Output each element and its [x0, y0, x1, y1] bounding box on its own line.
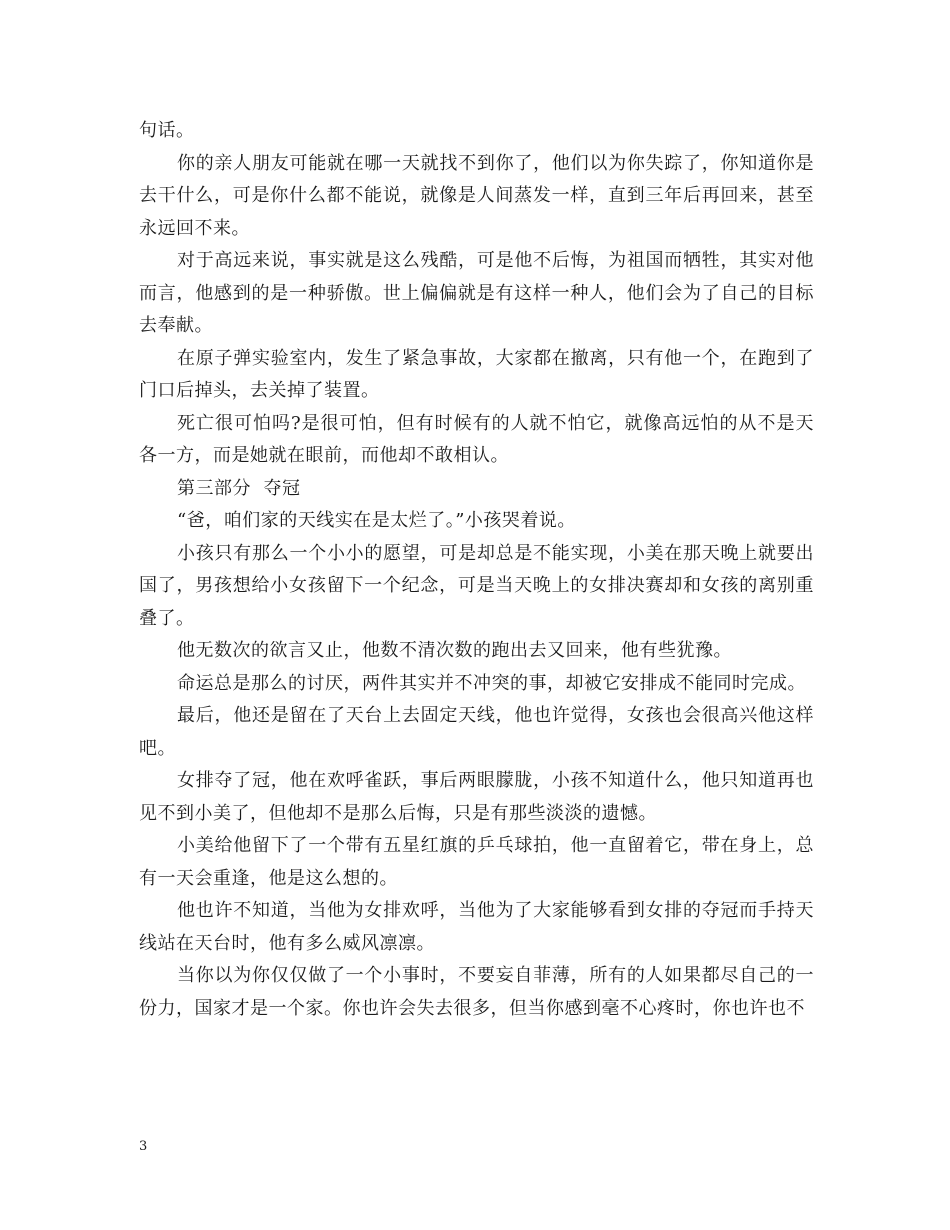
paragraph: 他也许不知道，当他为女排欢呼，当他为了大家能够看到女排的夺冠而手持天线站在天台时，他有多么威风凛凛。: [139, 900, 814, 954]
paragraph: 他无数次的欲言又止，他数不清次数的跑出去又回来，他有些犹豫。: [177, 640, 732, 661]
paragraph: 对于高远来说，事实就是这么残酷，可是他不后悔，为祖国而牺牲，其实对他而言，他感到的是一种骄傲。世上偏偏就是有这样一种人，他们会为了自己的目标去奉献。: [139, 250, 814, 336]
paragraph: 最后，他还是留在了天台上去固定天线，他也许觉得，女孩也会很高兴他这样吧。: [139, 705, 814, 759]
paragraph: 在原子弹实验室内，发生了紧急事故，大家都在撤离，只有他一个，在跑到了门口后掉头，去关掉了装置。: [139, 347, 814, 401]
paragraph: “爸，咱们家的天线实在是太烂了。”小孩哭着说。: [177, 510, 576, 531]
page-number: 3: [139, 1139, 148, 1154]
paragraph: 死亡很可怕吗?是很可怕，但有时候有的人就不怕它，就像高远怕的从不是天各一方，而是她就在眼前，而他却不敢相认。: [139, 412, 814, 466]
paragraph: 命运总是那么的讨厌，两件其实并不冲突的事，却被它安排成不能同时完成。: [177, 672, 806, 694]
paragraph: 小美给他留下了一个带有五星红旗的乒乓球拍，他一直留着它，带在身上，总有一天会重逢，他是这么想的。: [139, 835, 814, 889]
paragraph: 当你以为你仅仅做了一个小事时，不要妄自菲薄，所有的人如果都尽自己的一份力，国家才是一个家。你也许会失去很多，但当你感到毫不心疼时，你也许也不: [139, 965, 814, 1019]
paragraph: 句话。: [139, 120, 195, 141]
paragraph: 你的亲人朋友可能就在哪一天就找不到你了，他们以为你失踪了，你知道你是去干什么，可是你什么都不能说，就像是人间蒸发一样，直到三年后再回来，甚至永远回不来。: [139, 152, 814, 239]
section-heading: 第三部分 夺冠: [177, 477, 301, 499]
body-text: [139, 115, 814, 1025]
paragraph: 小孩只有那么一个小小的愿望，可是却总是不能实现，小美在那天晚上就要出国了，男孩想给小女孩留下一个纪念，可是当天晚上的女排决赛却和女孩的离别重叠了。: [139, 542, 814, 629]
paragraph: 女排夺了冠，他在欢呼雀跃，事后两眼朦胧，小孩不知道什么，他只知道再也见不到小美了，但他却不是那么后悔，只是有那些淡淡的遗憾。: [139, 770, 814, 824]
